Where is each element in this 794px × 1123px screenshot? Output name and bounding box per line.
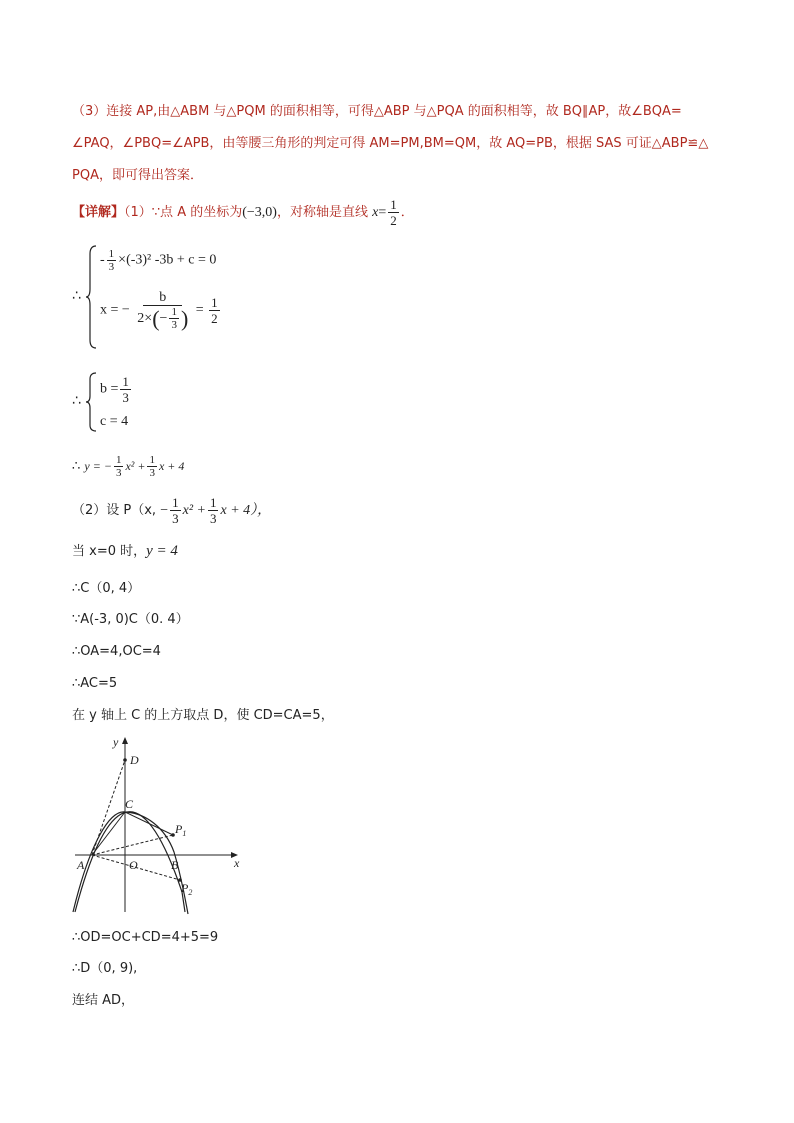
detail-text-2: ，对称轴是直线 <box>276 205 368 220</box>
segment-ap1 <box>92 835 173 855</box>
eq-sign: = <box>378 205 387 220</box>
label-b: B <box>171 858 179 872</box>
label-o: O <box>129 858 138 872</box>
point-d <box>123 758 127 762</box>
line-od: ∴OD=OC+CD=4+5=9 <box>72 930 219 945</box>
label-y: y <box>113 735 119 749</box>
line-oa-oc: ∴OA=4,OC=4 <box>72 644 161 659</box>
therefore-1: ∴ <box>72 288 81 304</box>
left-brace-1 <box>86 244 98 350</box>
part2-setup: （2）设 P（x, − $\frac{1}{3}$ x² + $\frac{1}{3}$ x + 4）， <box>72 495 272 526</box>
part3-line-3: PQA，即可得出答案． <box>72 168 203 183</box>
segment-cp1 <box>125 812 173 835</box>
left-brace-2 <box>86 371 98 433</box>
detail-tag: 【详解】 <box>72 205 125 220</box>
label-p2: $P_2$ <box>181 881 193 897</box>
label-d: D <box>130 753 139 767</box>
line-a-c-coords: ∵A(-3, 0)C（0. 4） <box>72 612 189 627</box>
system1-row-1: - $\frac{1}{3}$ ×(-3)² -3b + c = 0 <box>100 248 217 273</box>
system2-row-2: c = 4 <box>100 414 129 429</box>
detail-line <box>72 197 414 228</box>
when-x-zero: 当 x=0 时，y = 4 <box>72 543 178 559</box>
segment-ad <box>92 760 125 855</box>
result-equation: ∴ y = − $\frac{1}{3}$ x² + $\frac{1}{3}$ x + 4 <box>72 454 185 479</box>
system2-row-1: b = $\frac{1}{3}$ <box>100 374 129 405</box>
label-p1: $P_1$ <box>175 822 187 838</box>
label-a: A <box>77 858 85 872</box>
line-c-coord: ∴C（0, 4） <box>72 581 141 596</box>
line-d-coord: ∴D（0, 9), <box>72 961 138 976</box>
point-a-coord: (−3,0) <box>242 205 277 220</box>
parabola-figure <box>70 732 250 917</box>
var-x: x <box>372 205 379 220</box>
therefore-2: ∴ <box>72 393 81 409</box>
part3-line-2: ∠PAQ，∠PBQ=∠APB，由等腰三角形的判定可得 AM=PM,BM=QM，故 AQ=PB，根据 SAS 可证△ABP≌△ <box>72 136 709 151</box>
segment-ac <box>92 812 125 855</box>
line-ac: ∴AC=5 <box>72 676 118 691</box>
part3-line-1: （3）连接 AP,由△ABM 与△PQM 的面积相等，可得△ABP 与△PQA 的面积相等，故 BQ∥AP，故∠BQA= <box>72 104 682 119</box>
half-fraction: $\frac{1}{2}$ <box>390 197 397 228</box>
label-x: x <box>234 856 240 870</box>
detail-text: （1）∵点 A 的坐标为 <box>124 205 243 220</box>
detail-end: ． <box>400 205 414 220</box>
label-c: C <box>125 797 134 811</box>
line-take-d: 在 y 轴上 C 的上方取点 D，使 CD=CA=5， <box>72 708 334 723</box>
line-connect-ad: 连结 AD， <box>72 993 135 1008</box>
system1-row-2: x = − b 2× ( − $\frac{1}{3}$ ) = $\frac{1}{2}$ <box>100 290 218 331</box>
